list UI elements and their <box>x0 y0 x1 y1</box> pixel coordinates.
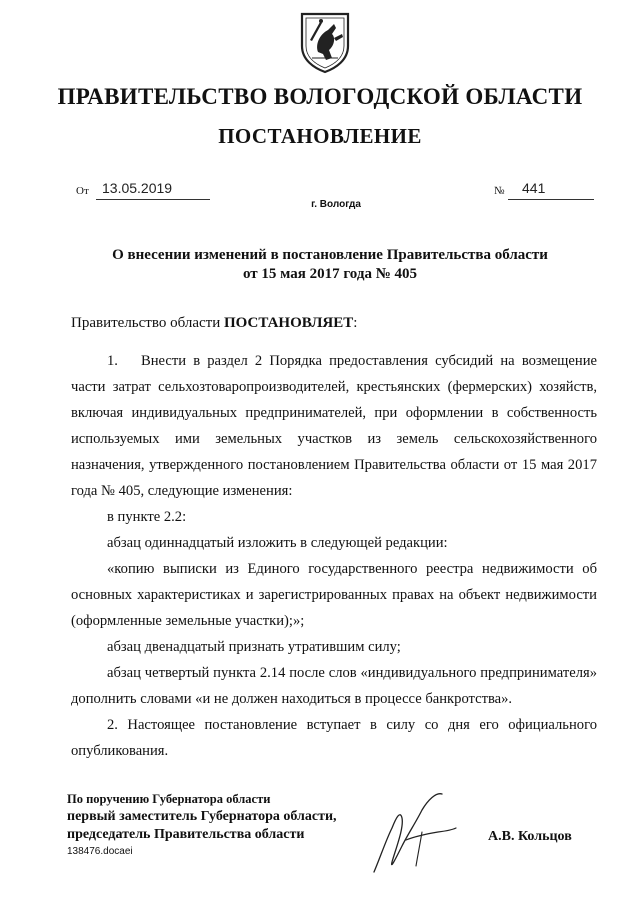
paragraph-item-1 <box>71 348 597 504</box>
subject-line-2: от 15 мая 2017 года № 405 <box>242 266 418 282</box>
paragraph-item-2: 2. Настоящее постановление вступает в силу со дня его официального опубликования. <box>71 717 597 759</box>
preamble-decree-word: ПОСТАНОВЛЯЕТ <box>223 315 354 331</box>
date-prefix: От <box>76 185 89 197</box>
number-prefix: № <box>494 185 505 197</box>
document-subject <box>90 246 570 284</box>
document-type: ПОСТАНОВЛЕНИЕ <box>218 124 422 148</box>
document-body <box>71 348 597 764</box>
signer-name: А.В. Кольцов <box>488 829 572 844</box>
document-date: 13.05.2019 <box>102 180 173 196</box>
preamble <box>71 315 357 332</box>
handwritten-signature <box>366 788 458 880</box>
signature-block <box>67 791 337 844</box>
file-id: 138476.docaei <box>67 846 133 857</box>
document-number: 441 <box>522 180 546 196</box>
signature-line-3: председатель Правительства области <box>67 827 305 842</box>
paragraph-eleventh-abzac: абзац одиннадцатый изложить в следующей редакции: <box>107 535 448 551</box>
subject-line-1: О внесении изменений в постановление Правительства области <box>112 247 548 263</box>
signature-line-2: первый заместитель Губернатора области, <box>67 809 337 824</box>
paragraph-twelfth-abzac: абзац двенадцатый признать утратившим силу; <box>107 639 401 655</box>
paragraph-clause-2-2: в пункте 2.2: <box>107 509 187 525</box>
government-title: ПРАВИТЕЛЬСТВО ВОЛОГОДСКОЙ ОБЛАСТИ <box>57 84 583 109</box>
preamble-text: Правительство области <box>71 315 224 331</box>
city-label: г. Вологда <box>311 199 361 210</box>
paragraph-quote: «копию выписки из Единого государственного реестра недвижимости об основных характеристиках и зарегистрированных правах на объект недвижимости (оформленные земельные участки);»; <box>71 561 597 629</box>
paragraph-clause-2-14: абзац четвертый пункта 2.14 после слов «индивидуального предпринимателя» дополнить словами «и не должен находиться в процессе банкротства». <box>71 665 597 707</box>
preamble-colon: : <box>353 315 358 331</box>
item-1-number: 1. <box>107 353 118 369</box>
coat-of-arms-icon <box>298 10 352 74</box>
signature-line-1: По поручению Губернатора области <box>67 792 271 806</box>
item-1-text: Внести в раздел 2 Порядка предоставления субсидий на возмещение части затрат сельхозтоваропроизводителей, крестьянских (фермерских) хозяйств, включая индивидуальных предпринимателей, при оформлении в собственность используемых ими земельных участков из земель сельскохозяйственного назначения, утвержденного постановлением Правительства области от 15 мая 2017 года № 405, следующие изменения: <box>71 353 597 499</box>
